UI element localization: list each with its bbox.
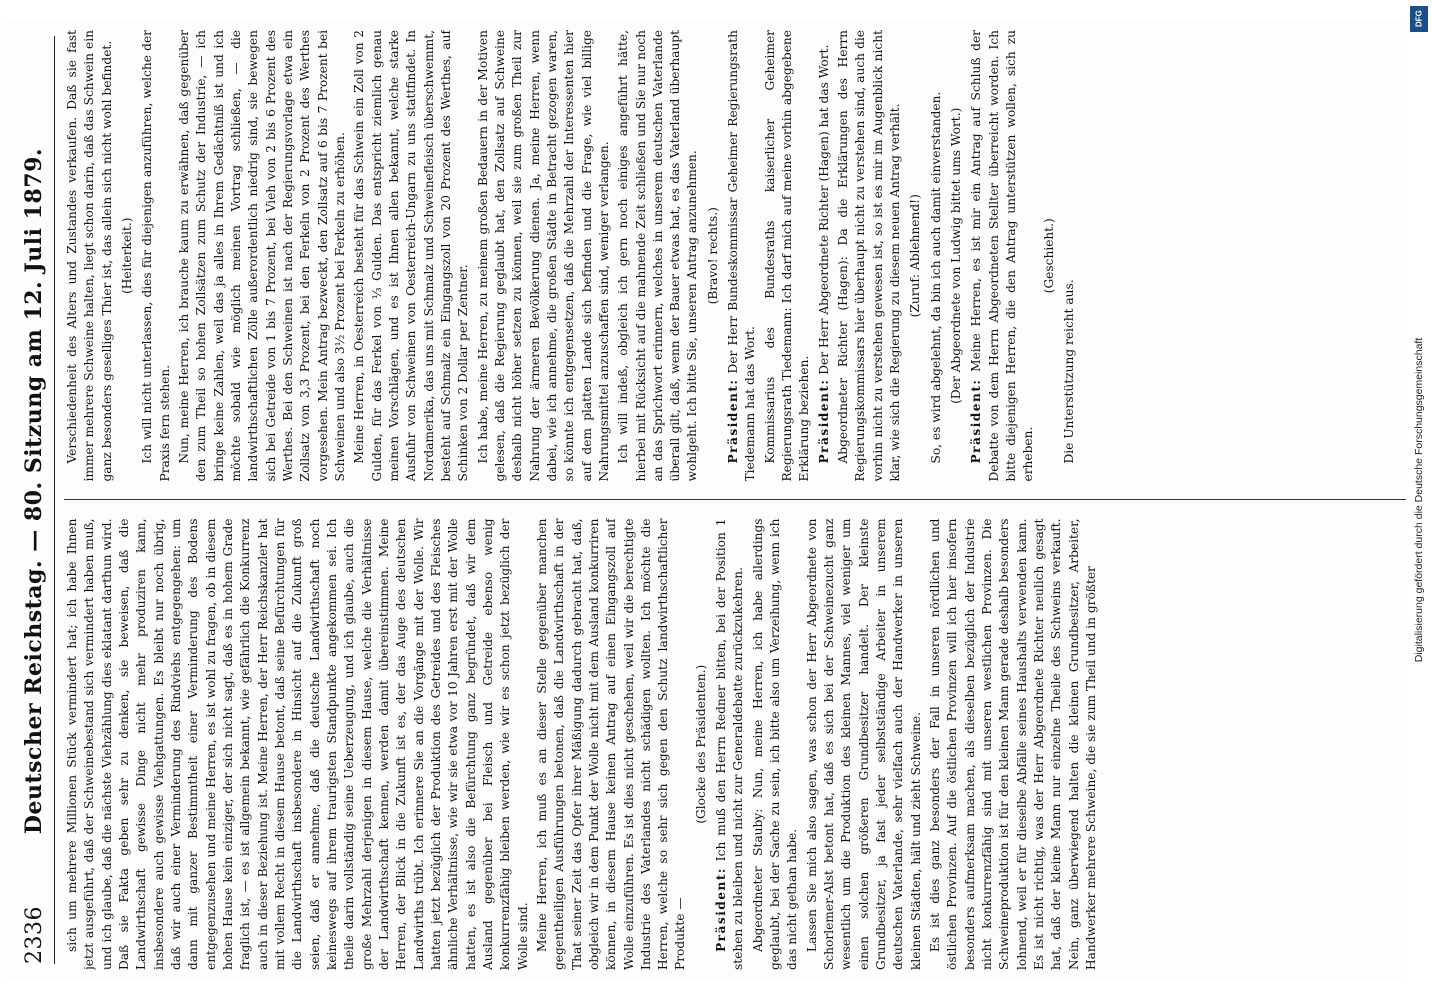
paragraph: Ich habe, meine Herren, zu meinem großen Bedauern in der Motiven gelesen, daß die Regierung geglaubt hat, den Zollsatz auf Schweine deshalb nicht höher setzen zu können, weil sie zum großen Theil zur Nahrung der ärmeren Bevölkerung dienen. Ja, meine Herren, wenn dabei, wie ich annehme, die großen Städte in Betracht gezogen waren, so könnte ich entgegensetzen, daß die Mehrzahl der Interessenten hier auf dem platten Lande sich befinden und die Frage, wie viel billige Nahrungsmittel anzuschaffen sind, weniger verlangen.	[475, 30, 611, 482]
statement-text: Der Herr Bundeskommissar Geheimer Regierungsrath Tiedemann hat das Wort.	[726, 30, 758, 482]
president-statement	[725, 30, 760, 482]
speaker-label: Präsident:	[714, 867, 729, 952]
right-column	[64, 30, 1418, 482]
stage-direction: (Heiterkeit.)	[119, 217, 134, 294]
page-header	[14, 36, 55, 964]
scanned-page	[6, 20, 1426, 980]
stage-direction: (Geschieht.)	[1041, 218, 1056, 294]
credit-text: Digitalisierung gefördert durch die Deutsche Forschungsgemeinschaft	[1413, 337, 1425, 663]
speaker-label: Präsident:	[969, 378, 984, 464]
paragraph: Verschiedenheit des Alters und Zustandes verkaufen. Daß sie fast immer mehrere Schweine halten, liegt schon darin, daß das Schwein ein ganz besonders geselliges Thier ist, das allein sich nicht wohl befindet.	[65, 30, 114, 482]
column-divider	[64, 500, 1418, 501]
text-columns	[64, 30, 1418, 970]
paragraph: Ich will indeß, obgleich ich gern noch einiges angeführt hätte, hierbei mit Rücksicht auf die mahnende Zeit schließen und Sie nur noch an das Sprichwort erinnern, welches in unserem deutschen Vaterlande überall gilt, daß, wenn der Bauer etwas hat, es das Vaterland überhaupt wohlgeht. Ich bitte Sie, unseren Antrag anzunehmen.	[616, 30, 700, 482]
paragraph: Nun, meine Herren, ich brauche kaum zu erwähnen, daß gegenüber den zum Theil so hohen Zollsätzen zum Schutz der Industrie, — ich bringe keine Zahlen, weil das ja alles in Ihrem Gedächtniß ist und ich möchte sobald wie möglich meinen Vortrag schließen, — die landwirthschaftlichen Zölle außerordentlich niedrig sind, sie bewegen sich bei Getreide von 1 bis 7 Prozent, bei Vieh von 2 bis 6 Prozent des Werthes. Bei den Schweinen ist nach der Regierungsvorlage etwa ein Zollsatz von 3,3 Prozent, bei den Ferkeln von 2 Prozent des Werthes vorgesehen. Mein Antrag bezweckt, den Zollsatz auf 6 bis 7 Prozent bei Schweinen und also 3½ Prozent bei Ferkeln zu erhöhen.	[176, 30, 347, 482]
paragraph: sich um mehrere Millionen Stück vermindert hat; ich habe Ihnen jetzt ausgeführt, daß der Schweinebestand sich vermindert haben muß, und ich glaube, daß die nächste Viehzählung dies eklatant darthun wird. Daß sie Fakta geben sehr zu denken, sie beweisen, daß die Landwirthschaft gewisse Dinge nicht mehr produziren kann, insbesondere auch gewisse Viehgattungen. Es bleibt nur noch übrig, daß wir auch einer Verminderung des Rindviehs entgegengehen: um dann mit ganzer Bestimmtheit einer Verminderung des Bodens entgegenzusehen und meine Herren, es ist wohl zu fragen, ob in diesem hohen Hause kein einziger, der sich nicht sagt, daß es in hohem Grade fraglich ist, — es ist allgemein bekannt, wie gefährlich die Konkurrenz auch in dieser Beziehung ist. Meine Herren, der Herr Reichskanzler hat mit vollem Recht in diesem Hause betont, daß seine Befürchtungen für die Landwirthschaft insbesondere in Hinsicht auf die Zukunft groß seien, daß er annehme, daß die deutsche Landwirthschaft noch keineswegs auf ihrem traurigsten Standpunkte angekommen sei. Ich theile darin vollständig seine Ueberzeugung, und ich glaube, auch die große Mehrzahl derjenigen in diesem Hause, welche die Verhältnisse der Landwirthschaft kennen, werden damit übereinstimmen. Meine Herren, der Blick in die Zukunft ist es, der das Auge des deutschen Landwirths trübt. Ich erinnere Sie an die Vorgänge mit der Wolle. Wir hatten jetzt bezüglich der Produktion des Getreides und des Fleisches ähnliche Verhältnisse, wie wir sie etwa vor 10 Jahren erst mit der Wolle hatten, es ist also die Befürchtung ganz begründet, daß wir dem Ausland gegenüber bei Fleisch und Getreide ebenso wenig konkurrenzfähig bleiben werden, wie wir es schon jetzt bezüglich der Wolle sind.	[65, 518, 530, 970]
speaker-label: Präsident:	[726, 378, 741, 464]
president-statement	[713, 519, 748, 971]
paragraph: Meine Herren, ich muß es an dieser Stelle gegenüber manchen gegentheiligen Ausführungen betonen, daß die Landwirthschaft in der That seiner Zeit das Opfer ihrer Mäßigung dadurch gebracht hat, daß, obgleich wir in dem Punkt der Wolle nicht mit dem Ausland konkurriren können, in diesem Hause keinen Antrag auf einen Eingangszoll auf Wolle einzuführen. Es ist dies nicht geschehen, weil wir die berechtigte Industrie des Vaterlandes nicht schädigen wollten. Ich möchte die Herren, welche so sehr sich gegen den Schutz landwirthschaftlicher Produkte —	[534, 518, 688, 970]
paragraph: Es ist dies ganz besonders der Fall in unseren nördlichen und östlichen Provinzen. Auf die östlichen Provinzen will ich hier insofern besonders aufmerksam machen, als dieselben bezüglich der Industrie nicht konkurrenzfähig sind mit unseren westlichen Provinzen. Die Schweineproduktion ist für den kleinen Mann gerade deshalb besonders lohnend, weil er für dieselbe Abfälle seines Haushalts verwenden kann. Es ist nicht richtig, was der Herr Abgeordnete Richter neulich gesagt hat, daß der kleine Mann nur einzelne Theile des Schweins verkauft. Nein, ganz überwiegend halten die kleinen Grundbesitzer, Arbeiter, Handwerker mehrere Schweine, die sie zum Theil und in größter	[928, 518, 1099, 970]
stage-direction: (Glocke des Präsidenten.)	[693, 664, 708, 824]
president-statement	[968, 30, 1037, 482]
paragraph: Meine Herren, in Oesterreich besteht für das Schwein ein Zoll von 2 Gulden, für das Ferkel von ⅓ Gulden. Das entspricht ziemlich genau meinen Vorschlägen, und es ist Ihnen allen bekannt, welche starke Ausfuhr von Schweinen von Oesterreich-Ungarn zu uns stattfindet. In Nordamerika, das uns mit Schmalz und Schweinefleisch überschwemmt, besteht auf Schmalz ein Eingangszoll von 20 Prozent des Werthes, auf Schinken von 2 Dollar per Zentner.	[352, 30, 471, 482]
president-statement	[816, 30, 833, 482]
paragraph: Die Unterstützung reicht aus.	[1062, 279, 1077, 464]
digitization-credit	[1406, 0, 1432, 1000]
stage-direction: (Der Abgeordnete von Ludwig bittet ums Wort.)	[949, 107, 964, 404]
running-title: Deutscher Reichstag. — 80. Sitzung am 12. Juli 1879.	[21, 147, 47, 835]
paragraph: Kommissarius des Bundesraths kaiserlicher Geheimer Regierungsrath Tiedemann: Ich darf mich auf meine vorhin abgegebene Erklärung beziehen.	[762, 30, 812, 482]
page-number: 2336	[21, 906, 47, 964]
dfg-logo: DFG	[1410, 6, 1428, 32]
paragraph: So, es wird abgelehnt, da bin ich auch damit einverstanden.	[928, 91, 943, 464]
stage-direction: (Zuruf: Ablehnend!)	[908, 194, 923, 318]
paragraph: Abgeordneter Stauby: Nun, meine Herren, ich habe allerdings geglaubt, bei der Sache zu sein, ich bitte also um Verzeihung, wenn ich das nicht gethan habe.	[750, 518, 800, 970]
statement-text: Der Herr Abgeordnete Richter (Hagen) hat das Wort.	[816, 44, 831, 375]
statement-text: Meine Herren, es ist mir ein Antrag auf Schluß der Debatte von dem Herrn Abgeordneten Stellter überreicht worden. Ich bitte diejenigen Herren, die den Antrag unterstützen wollen, sich zu erheben.	[969, 30, 1036, 482]
left-column	[64, 519, 1418, 971]
paragraph: Abgeordneter Richter (Hagen): Da die Erklärungen des Herrn Regierungskommissars hier überhaupt nicht zu verstehen sind, auch die vorhin nicht zu verstehen gewesen ist, so ist es mir im Augenblick nicht klar, wie sich die Regierung zu diesem neuen Antrag verhält.	[836, 30, 903, 482]
paragraph: Ich will nicht unterlassen, dies für diejenigen anzuführen, welche der Praxis fern stehen.	[140, 30, 172, 482]
speaker-label: Präsident:	[816, 378, 831, 464]
paragraph: Lassen Sie mich also sagen, was schon der Herr Abgeordnete von Schorlemer-Alst betont hat, daß es sich bei der Schweinezucht ganz wesentlich um die Produktion des kleinen Mannes, viel weniger um einen solchen größeren Grundbesitzer handelt. Der kleinste Grundbesitzer, ja fast jeder selbstständige Arbeiter in unserem deutschen Vaterlande, sehr vielfach auch der Handwerker in unseren kleinen Städten, hält und zieht Schweine.	[804, 518, 923, 970]
statement-text: Ich muß den Herrn Redner bitten, bei der Position 1 stehen zu bleiben und nicht zur Generaldebatte zurückzukehren.	[714, 518, 746, 970]
stage-direction: (Bravo! rechts.)	[705, 207, 720, 305]
